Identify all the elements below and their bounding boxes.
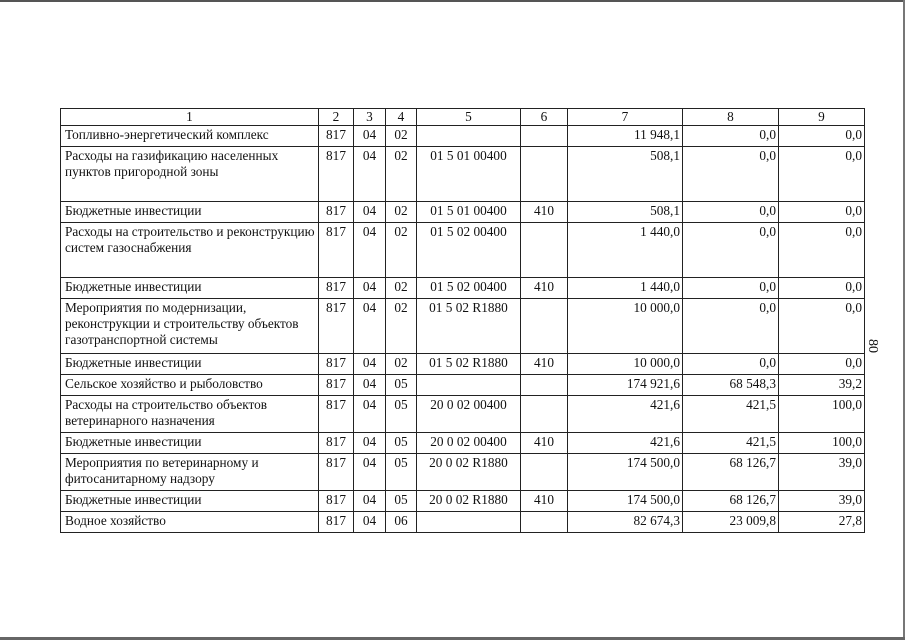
cell-target-code: 01 5 01 00400 <box>417 202 521 223</box>
cell-ministry: 817 <box>319 491 354 512</box>
cell-expense-type <box>521 223 568 278</box>
budget-table <box>60 108 865 533</box>
cell-ministry: 817 <box>319 512 354 533</box>
cell-percent: 0,0 <box>779 278 865 299</box>
cell-target-code <box>417 126 521 147</box>
cell-percent: 0,0 <box>779 299 865 354</box>
cell-subsection: 06 <box>386 512 417 533</box>
cell-plan: 82 674,3 <box>568 512 683 533</box>
cell-actual: 421,5 <box>683 396 779 433</box>
cell-subsection: 02 <box>386 278 417 299</box>
cell-subsection: 02 <box>386 223 417 278</box>
row-name: Бюджетные инвестиции <box>61 491 319 512</box>
cell-expense-type: 410 <box>521 491 568 512</box>
cell-section: 04 <box>354 223 386 278</box>
table-row <box>61 354 865 375</box>
cell-expense-type <box>521 454 568 491</box>
cell-subsection: 02 <box>386 202 417 223</box>
cell-percent: 100,0 <box>779 396 865 433</box>
cell-plan: 508,1 <box>568 202 683 223</box>
cell-ministry: 817 <box>319 354 354 375</box>
cell-subsection: 05 <box>386 375 417 396</box>
table-row <box>61 202 865 223</box>
cell-expense-type <box>521 375 568 396</box>
cell-expense-type: 410 <box>521 433 568 454</box>
cell-ministry: 817 <box>319 396 354 433</box>
cell-target-code <box>417 512 521 533</box>
table-row <box>61 299 865 354</box>
cell-ministry: 817 <box>319 454 354 491</box>
cell-section: 04 <box>354 512 386 533</box>
cell-subsection: 02 <box>386 147 417 202</box>
table-row <box>61 147 865 202</box>
row-name: Бюджетные инвестиции <box>61 278 319 299</box>
cell-plan: 174 500,0 <box>568 454 683 491</box>
table-row <box>61 433 865 454</box>
header-cell: 2 <box>319 109 354 126</box>
table-row <box>61 278 865 299</box>
cell-expense-type <box>521 396 568 433</box>
cell-percent: 39,0 <box>779 454 865 491</box>
cell-target-code: 20 0 02 R1880 <box>417 491 521 512</box>
cell-subsection: 05 <box>386 396 417 433</box>
cell-section: 04 <box>354 375 386 396</box>
cell-actual: 0,0 <box>683 223 779 278</box>
row-name: Мероприятия по модернизации, реконструкции и строительству объектов газотранспортной системы <box>61 299 319 354</box>
header-cell: 4 <box>386 109 417 126</box>
cell-actual: 68 548,3 <box>683 375 779 396</box>
cell-expense-type: 410 <box>521 278 568 299</box>
cell-subsection: 05 <box>386 491 417 512</box>
cell-percent: 100,0 <box>779 433 865 454</box>
cell-expense-type: 410 <box>521 202 568 223</box>
page-number: 80 <box>865 339 880 353</box>
cell-percent: 0,0 <box>779 354 865 375</box>
table-row <box>61 375 865 396</box>
row-name: Бюджетные инвестиции <box>61 202 319 223</box>
cell-section: 04 <box>354 354 386 375</box>
cell-expense-type <box>521 147 568 202</box>
cell-actual: 68 126,7 <box>683 454 779 491</box>
cell-plan: 1 440,0 <box>568 278 683 299</box>
cell-subsection: 02 <box>386 299 417 354</box>
header-cell: 6 <box>521 109 568 126</box>
cell-plan: 10 000,0 <box>568 354 683 375</box>
scan-edge-top <box>0 0 905 2</box>
cell-subsection: 02 <box>386 126 417 147</box>
header-cell: 1 <box>61 109 319 126</box>
cell-plan: 174 921,6 <box>568 375 683 396</box>
cell-section: 04 <box>354 491 386 512</box>
cell-subsection: 05 <box>386 433 417 454</box>
header-cell: 5 <box>417 109 521 126</box>
cell-expense-type <box>521 512 568 533</box>
table-row <box>61 512 865 533</box>
row-name: Расходы на строительство объектов ветеринарного назначения <box>61 396 319 433</box>
table-header-row <box>61 109 865 126</box>
cell-actual: 0,0 <box>683 202 779 223</box>
cell-target-code: 20 0 02 R1880 <box>417 454 521 491</box>
cell-section: 04 <box>354 454 386 491</box>
cell-plan: 1 440,0 <box>568 223 683 278</box>
cell-target-code <box>417 375 521 396</box>
cell-plan: 421,6 <box>568 433 683 454</box>
cell-ministry: 817 <box>319 375 354 396</box>
cell-actual: 0,0 <box>683 147 779 202</box>
cell-percent: 0,0 <box>779 147 865 202</box>
cell-target-code: 20 0 02 00400 <box>417 433 521 454</box>
row-name: Мероприятия по ветеринарному и фитосанитарному надзору <box>61 454 319 491</box>
cell-ministry: 817 <box>319 223 354 278</box>
cell-actual: 23 009,8 <box>683 512 779 533</box>
table-row <box>61 396 865 433</box>
cell-ministry: 817 <box>319 126 354 147</box>
row-name: Расходы на строительство и реконструкцию систем газоснабжения <box>61 223 319 278</box>
cell-ministry: 817 <box>319 433 354 454</box>
cell-section: 04 <box>354 147 386 202</box>
cell-actual: 68 126,7 <box>683 491 779 512</box>
cell-ministry: 817 <box>319 299 354 354</box>
row-name: Бюджетные инвестиции <box>61 354 319 375</box>
cell-section: 04 <box>354 396 386 433</box>
cell-subsection: 05 <box>386 454 417 491</box>
cell-target-code: 01 5 01 00400 <box>417 147 521 202</box>
header-cell: 3 <box>354 109 386 126</box>
cell-actual: 0,0 <box>683 278 779 299</box>
cell-ministry: 817 <box>319 202 354 223</box>
cell-section: 04 <box>354 433 386 454</box>
cell-plan: 508,1 <box>568 147 683 202</box>
cell-actual: 421,5 <box>683 433 779 454</box>
header-cell: 8 <box>683 109 779 126</box>
cell-percent: 39,0 <box>779 491 865 512</box>
cell-actual: 0,0 <box>683 126 779 147</box>
cell-target-code: 01 5 02 00400 <box>417 278 521 299</box>
cell-subsection: 02 <box>386 354 417 375</box>
cell-percent: 0,0 <box>779 223 865 278</box>
cell-section: 04 <box>354 278 386 299</box>
cell-percent: 39,2 <box>779 375 865 396</box>
cell-target-code: 01 5 02 00400 <box>417 223 521 278</box>
cell-target-code: 20 0 02 00400 <box>417 396 521 433</box>
row-name: Бюджетные инвестиции <box>61 433 319 454</box>
table-row <box>61 223 865 278</box>
cell-percent: 0,0 <box>779 126 865 147</box>
cell-percent: 27,8 <box>779 512 865 533</box>
cell-percent: 0,0 <box>779 202 865 223</box>
cell-expense-type <box>521 126 568 147</box>
cell-actual: 0,0 <box>683 299 779 354</box>
table-row <box>61 126 865 147</box>
table-row <box>61 454 865 491</box>
row-name: Топливно-энергетический комплекс <box>61 126 319 147</box>
header-cell: 7 <box>568 109 683 126</box>
cell-plan: 10 000,0 <box>568 299 683 354</box>
cell-plan: 421,6 <box>568 396 683 433</box>
row-name: Расходы на газификацию населенных пунктов пригородной зоны <box>61 147 319 202</box>
cell-expense-type <box>521 299 568 354</box>
cell-section: 04 <box>354 126 386 147</box>
cell-expense-type: 410 <box>521 354 568 375</box>
row-name: Сельское хозяйство и рыболовство <box>61 375 319 396</box>
cell-plan: 174 500,0 <box>568 491 683 512</box>
cell-target-code: 01 5 02 R1880 <box>417 354 521 375</box>
cell-actual: 0,0 <box>683 354 779 375</box>
cell-section: 04 <box>354 299 386 354</box>
cell-target-code: 01 5 02 R1880 <box>417 299 521 354</box>
cell-ministry: 817 <box>319 278 354 299</box>
cell-section: 04 <box>354 202 386 223</box>
cell-plan: 11 948,1 <box>568 126 683 147</box>
row-name: Водное хозяйство <box>61 512 319 533</box>
table-row <box>61 491 865 512</box>
cell-ministry: 817 <box>319 147 354 202</box>
header-cell: 9 <box>779 109 865 126</box>
